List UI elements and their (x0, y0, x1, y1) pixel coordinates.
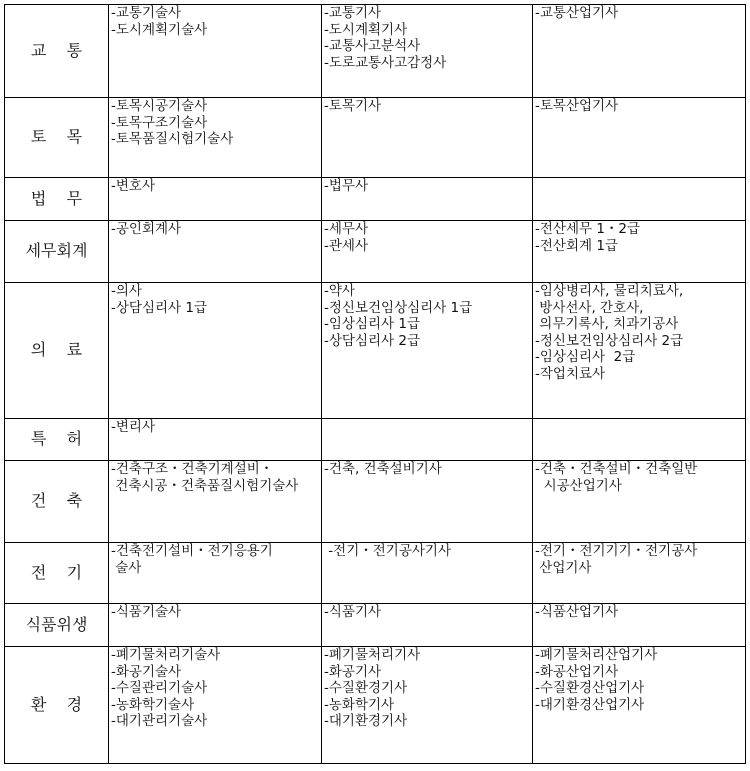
field-label: 전 기 (5, 543, 109, 604)
table-row (5, 178, 746, 221)
level-3-cell: -전산세무 1・2급 -전산회계 1급 (533, 221, 746, 283)
level-3-cell (533, 178, 746, 221)
table-row (5, 604, 746, 647)
level-2-cell: -폐기물처리기사 -화공기사 -수질환경기사 -농화학기사 -대기환경기사 (322, 647, 533, 764)
level-2-cell: -약사 -정신보건임상심리사 1급 -임상심리사 1급 -상담심리사 2급 (322, 283, 533, 419)
table-row (5, 543, 746, 604)
table-row (5, 221, 746, 283)
level-1-cell: -토목시공기술사 -토목구조기술사 -토목품질시험기술사 (109, 98, 322, 178)
level-2-cell: -토목기사 (322, 98, 533, 178)
level-1-cell: -공인회계사 (109, 221, 322, 283)
level-3-cell: -임상병리사, 물리치료사, 방사선사, 간호사, 의무기록사, 치과기공사 -정신보건임상심리사 2급 -임상심리사 2급 -작업치료사 (533, 283, 746, 419)
level-2-cell: -법무사 (322, 178, 533, 221)
level-3-cell: -폐기물처리산업기사 -화공산업기사 -수질환경산업기사 -대기환경산업기사 (533, 647, 746, 764)
level-2-cell (322, 419, 533, 461)
level-2-cell: -세무사 -관세사 (322, 221, 533, 283)
level-2-cell: -교통기사 -도시계획기사 -교통사고분석사 -도로교통사고감정사 (322, 5, 533, 98)
level-3-cell: -교통산업기사 (533, 5, 746, 98)
field-label: 토 목 (5, 98, 109, 178)
level-1-cell: -의사 -상담심리사 1급 (109, 283, 322, 419)
table-row (5, 98, 746, 178)
level-3-cell: -토목산업기사 (533, 98, 746, 178)
field-label: 의 료 (5, 283, 109, 419)
table-row (5, 5, 746, 98)
level-2-cell: -전기・전기공사기사 (322, 543, 533, 604)
level-2-cell: -식품기사 (322, 604, 533, 647)
level-1-cell: -변리사 (109, 419, 322, 461)
level-3-cell: -전기・전기기기・전기공사 산업기사 (533, 543, 746, 604)
qualification-table (4, 4, 746, 764)
level-3-cell (533, 419, 746, 461)
field-label: 건 축 (5, 461, 109, 543)
level-1-cell: -교통기술사 -도시계획기술사 (109, 5, 322, 98)
table-row (5, 283, 746, 419)
field-label: 교 통 (5, 5, 109, 98)
level-1-cell: -건축구조・건축기계설비・ 건축시공・건축품질시험기술사 (109, 461, 322, 543)
level-1-cell: -폐기물처리기술사 -화공기술사 -수질관리기술사 -농화학기술사 -대기관리기술사 (109, 647, 322, 764)
field-label: 법 무 (5, 178, 109, 221)
field-label: 환 경 (5, 647, 109, 764)
field-label: 특 허 (5, 419, 109, 461)
level-2-cell: -건축, 건축설비기사 (322, 461, 533, 543)
level-1-cell: -식품기술사 (109, 604, 322, 647)
level-1-cell: -건축전기설비・전기응용기 술사 (109, 543, 322, 604)
table-row (5, 647, 746, 764)
field-label: 식품위생 (5, 604, 109, 647)
level-3-cell: -건축・건축설비・건축일반 시공산업기사 (533, 461, 746, 543)
table-row (5, 419, 746, 461)
field-label: 세무회계 (5, 221, 109, 283)
level-3-cell: -식품산업기사 (533, 604, 746, 647)
level-1-cell: -변호사 (109, 178, 322, 221)
table-row (5, 461, 746, 543)
